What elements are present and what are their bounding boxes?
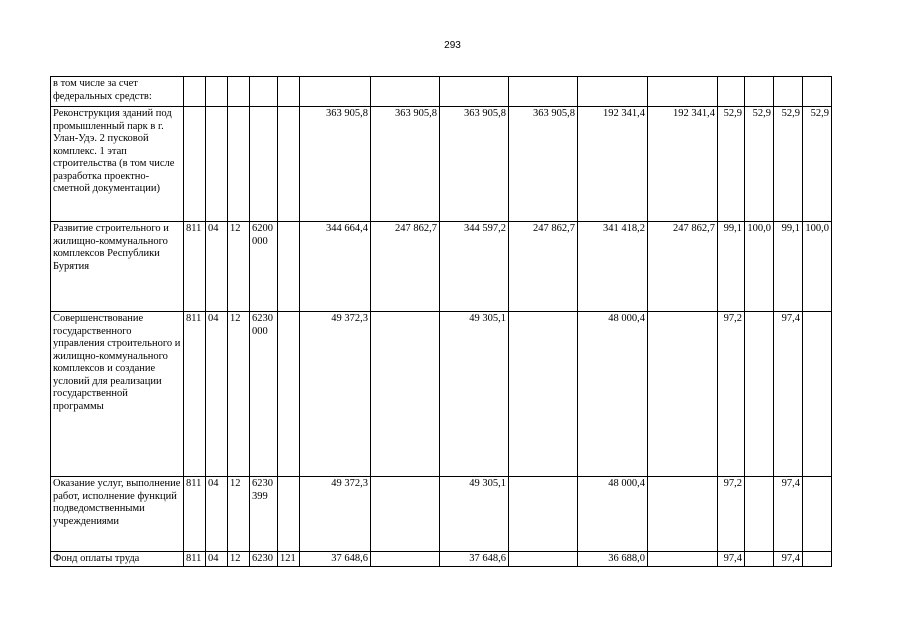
cell-amount-1: 363 905,8 [300,107,371,222]
cell-vr [278,477,300,552]
cell-amount-4 [509,477,578,552]
cell-name: Развитие строительного и жилищно-коммунального комплексов Республики Бурятия [51,222,184,312]
cell-amount-6: 247 862,7 [648,222,718,312]
cell-name: Оказание услуг, выполнение работ, исполнение функций подведомственными учреждениями [51,477,184,552]
cell-csr: 6200 000 [250,222,278,312]
cell-percent-4 [803,552,832,567]
cell-percent-3: 97,4 [774,552,803,567]
cell-csr [250,77,278,107]
cell-amount-3: 363 905,8 [440,107,509,222]
cell-rz: 04 [206,312,228,477]
cell-amount-6 [648,77,718,107]
cell-amount-4: 247 862,7 [509,222,578,312]
cell-vr [278,107,300,222]
cell-csr [250,107,278,222]
cell-pr: 12 [228,312,250,477]
cell-amount-5: 36 688,0 [578,552,648,567]
cell-percent-2: 52,9 [745,107,774,222]
page-number: 293 [444,40,461,51]
cell-amount-4 [509,552,578,567]
cell-percent-4 [803,77,832,107]
cell-percent-3 [774,77,803,107]
cell-rz [206,107,228,222]
cell-amount-1: 344 664,4 [300,222,371,312]
cell-percent-2 [745,477,774,552]
cell-vr [278,77,300,107]
cell-ved: 811 [184,222,206,312]
cell-amount-2 [371,552,440,567]
cell-rz [206,77,228,107]
cell-amount-1 [300,77,371,107]
cell-name: Фонд оплаты труда [51,552,184,567]
table-row [51,222,832,312]
table-row [51,552,832,567]
cell-amount-2: 247 862,7 [371,222,440,312]
cell-amount-5 [578,77,648,107]
cell-pr: 12 [228,477,250,552]
cell-amount-2 [371,77,440,107]
cell-name: Совершенствование государственного управления строительного и жилищно-коммунального комплексов и создание условий для реализации государственной программы [51,312,184,477]
cell-percent-4: 100,0 [803,222,832,312]
cell-ved: 811 [184,312,206,477]
cell-name: в том числе за счет федеральных средств: [51,77,184,107]
cell-pr [228,107,250,222]
table-row [51,107,832,222]
cell-amount-4 [509,312,578,477]
cell-amount-3: 49 305,1 [440,477,509,552]
cell-percent-3: 97,4 [774,312,803,477]
cell-amount-6 [648,312,718,477]
cell-ved [184,107,206,222]
cell-amount-4: 363 905,8 [509,107,578,222]
cell-percent-3: 52,9 [774,107,803,222]
cell-amount-3 [440,77,509,107]
cell-percent-1: 52,9 [718,107,745,222]
cell-rz: 04 [206,222,228,312]
cell-percent-2 [745,312,774,477]
cell-vr [278,312,300,477]
cell-csr: 6230 000 [250,312,278,477]
cell-ved: 811 [184,552,206,567]
cell-percent-1 [718,77,745,107]
cell-amount-1: 37 648,6 [300,552,371,567]
cell-amount-3: 37 648,6 [440,552,509,567]
cell-percent-1: 97,2 [718,477,745,552]
cell-percent-4 [803,477,832,552]
cell-amount-2 [371,312,440,477]
cell-percent-4 [803,312,832,477]
cell-pr [228,77,250,107]
cell-amount-2: 363 905,8 [371,107,440,222]
cell-pr: 12 [228,552,250,567]
cell-percent-2: 100,0 [745,222,774,312]
table-row [51,77,832,107]
cell-amount-5: 192 341,4 [578,107,648,222]
cell-amount-6 [648,552,718,567]
cell-percent-3: 97,4 [774,477,803,552]
cell-percent-1: 97,2 [718,312,745,477]
cell-amount-3: 49 305,1 [440,312,509,477]
cell-amount-2 [371,477,440,552]
table-row [51,312,832,477]
cell-percent-4: 52,9 [803,107,832,222]
cell-percent-3: 99,1 [774,222,803,312]
cell-percent-1: 97,4 [718,552,745,567]
table-body [51,77,832,567]
cell-amount-1: 49 372,3 [300,477,371,552]
cell-rz: 04 [206,477,228,552]
cell-amount-5: 48 000,4 [578,312,648,477]
cell-rz: 04 [206,552,228,567]
cell-amount-4 [509,77,578,107]
cell-amount-1: 49 372,3 [300,312,371,477]
cell-percent-2 [745,552,774,567]
cell-ved [184,77,206,107]
budget-table [50,76,832,567]
cell-percent-1: 99,1 [718,222,745,312]
cell-csr: 6230 [250,552,278,567]
cell-csr: 6230 399 [250,477,278,552]
cell-amount-6 [648,477,718,552]
cell-vr [278,222,300,312]
cell-amount-5: 341 418,2 [578,222,648,312]
cell-amount-6: 192 341,4 [648,107,718,222]
cell-name: Реконструкция зданий под промышленный парк в г. Улан-Удэ. 2 пусковой комплекс. 1 этап строительства (в том числе разработка проектно-сметной документации) [51,107,184,222]
cell-pr: 12 [228,222,250,312]
cell-amount-5: 48 000,4 [578,477,648,552]
cell-percent-2 [745,77,774,107]
cell-vr: 121 [278,552,300,567]
cell-ved: 811 [184,477,206,552]
table-row [51,477,832,552]
cell-amount-3: 344 597,2 [440,222,509,312]
